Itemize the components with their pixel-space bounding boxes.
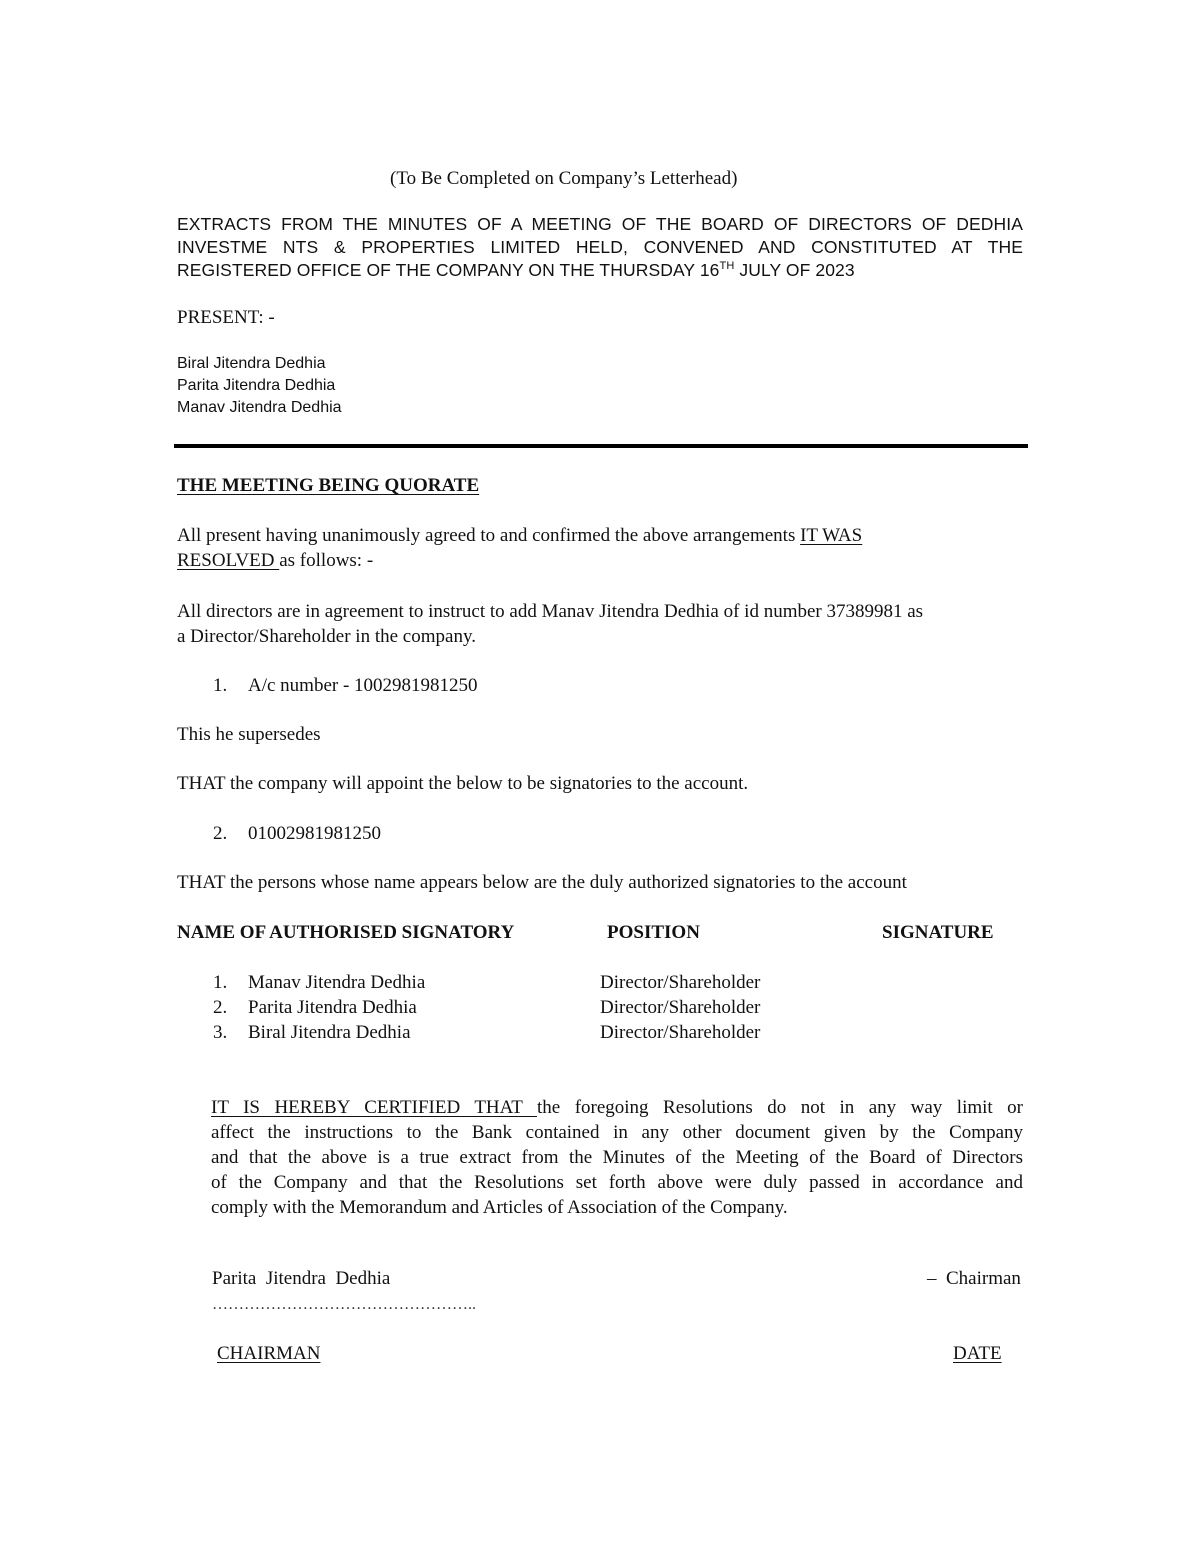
present-label: PRESENT: - — [177, 307, 275, 328]
row-number: 1. — [213, 972, 228, 993]
signatory-position: Director/Shareholder — [600, 972, 761, 993]
certified-line-5: comply with the Memorandum and Articles of Association of the Company. — [211, 1197, 788, 1218]
appoint-text: THAT the company will appoint the below to be signatories to the account. — [177, 773, 749, 794]
signoff-role: – Chairman — [927, 1268, 1021, 1289]
letterhead-note: (To Be Completed on Company’s Letterhead) — [390, 168, 738, 189]
date-label: DATE — [953, 1343, 1002, 1364]
present-name-2: Parita Jitendra Dedhia — [177, 377, 336, 394]
horizontal-rule — [174, 444, 1028, 448]
signatory-name: Manav Jitendra Dedhia — [248, 972, 426, 993]
heading-line-3 — [177, 260, 855, 281]
resolved-line-1 — [177, 525, 862, 547]
item-1-text: A/c number - 1002981981250 — [248, 675, 478, 696]
heading-line-2: INVESTME NTS & PROPERTIES LIMITED HELD, CONVENED AND CONSTITUTED AT THE — [177, 237, 1023, 257]
signature-dots: ………………………………………….. — [212, 1296, 476, 1313]
header-name: NAME OF AUTHORISED SIGNATORY — [177, 922, 515, 943]
resolved-underlined: RESOLVED — [177, 550, 280, 571]
persons-text: THAT the persons whose name appears below are the duly authorized signatories to the account — [177, 872, 907, 893]
signoff-name: Parita Jitendra Dedhia — [212, 1268, 391, 1289]
quorate-title: THE MEETING BEING QUORATE — [177, 475, 480, 496]
supersedes-text: This he supersedes — [177, 724, 321, 745]
directors-line-1: All directors are in agreement to instruct to add Manav Jitendra Dedhia of id number 37389981 as — [177, 601, 924, 622]
header-position: POSITION — [607, 922, 700, 943]
as-follows-text: as follows: - — [279, 550, 374, 571]
certification-paragraph — [211, 1095, 1023, 1220]
signatory-position: Director/Shareholder — [600, 1022, 761, 1043]
chairman-label: CHAIRMAN — [217, 1343, 321, 1364]
certified-underlined: IT IS HEREBY CERTIFIED THAT — [211, 1097, 537, 1118]
present-name-3: Manav Jitendra Dedhia — [177, 399, 342, 416]
resolved-line-2 — [177, 550, 373, 572]
signatory-position: Director/Shareholder — [600, 997, 761, 1018]
row-number: 3. — [213, 1022, 228, 1043]
certified-line-4: of the Company and that the Resolutions set forth above were duly passed in accordance and — [211, 1172, 1023, 1193]
directors-line-2: a Director/Shareholder in the company. — [177, 626, 476, 647]
heading-line-1: EXTRACTS FROM THE MINUTES OF A MEETING OF THE BOARD OF DIRECTORS OF DEDHIA — [177, 214, 1023, 234]
heading-superscript: TH — [719, 260, 735, 272]
item-2-number: 2. — [213, 823, 228, 844]
signatory-name: Biral Jitendra Dedhia — [248, 1022, 411, 1043]
item-1-number: 1. — [213, 675, 228, 696]
certified-line-1 — [211, 1095, 1023, 1120]
heading-line-3-text: REGISTERED OFFICE OF THE COMPANY ON THE THURSDAY 16 — [177, 260, 720, 280]
resolved-text: All present having unanimously agreed to and confirmed the above arrangements — [177, 525, 801, 546]
row-number: 2. — [213, 997, 228, 1018]
signatory-name: Parita Jitendra Dedhia — [248, 997, 417, 1018]
certified-line-3: and that the above is a true extract from the Minutes of the Meeting of the Board of Directors — [211, 1147, 1023, 1168]
certified-line-1-rest: the foregoing Resolutions do not in any way limit or — [537, 1097, 1023, 1118]
present-name-1: Biral Jitendra Dedhia — [177, 355, 326, 372]
item-2-text: 01002981981250 — [248, 823, 381, 844]
heading-line-3-tail: JULY OF 2023 — [734, 260, 855, 280]
it-was-underlined: IT WAS — [800, 525, 863, 546]
certified-line-2: affect the instructions to the Bank contained in any other document given by the Company — [211, 1122, 1023, 1143]
header-signature: SIGNATURE — [882, 922, 994, 943]
